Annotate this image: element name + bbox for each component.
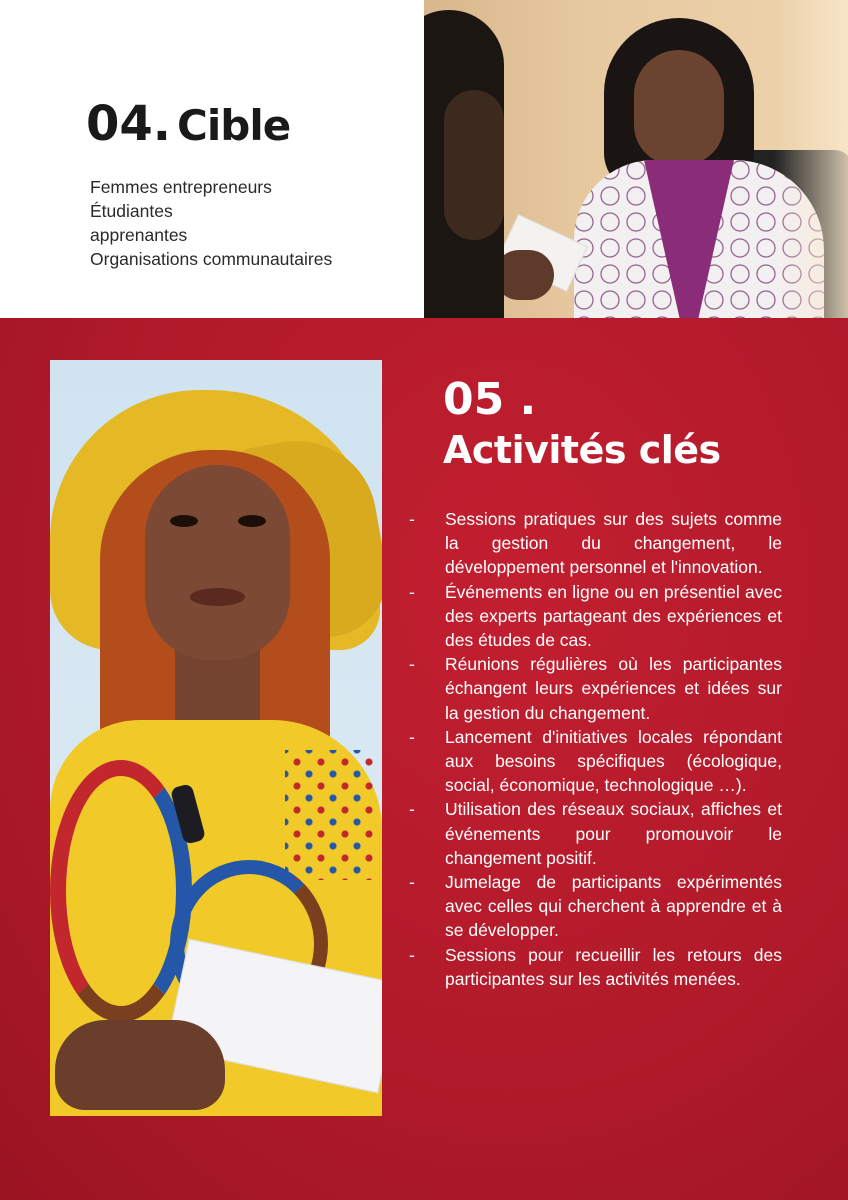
- activite-item: [404, 580, 782, 653]
- activite-text: Jumelage de participants expérimentés avec celles qui cherchent à apprendre et à se développer.: [445, 872, 782, 941]
- face-shape: [145, 465, 290, 660]
- activite-item: [404, 870, 782, 943]
- activite-item: [404, 797, 782, 870]
- dress-dots: [285, 750, 375, 880]
- activites-section: [0, 318, 848, 1200]
- bullet-dash: -: [409, 872, 415, 893]
- activite-text: Utilisation des réseaux sociaux, affiches et événements pour promouvoir le changement positif.: [445, 799, 782, 868]
- wall-light: [774, 0, 848, 318]
- bullet-dash: -: [409, 581, 415, 602]
- activite-item: [404, 652, 782, 725]
- bullet-dash: -: [409, 944, 415, 965]
- cible-item: Étudiantes: [90, 201, 173, 221]
- activite-text: Sessions pratiques sur des sujets comme la gestion du changement, le développement personnel et l'innovation.: [445, 509, 782, 578]
- activite-text: Événements en ligne ou en présentiel avec des experts partageant des expériences et des études de cas.: [445, 581, 782, 651]
- cible-title: Cible: [177, 101, 291, 150]
- eye-shape: [238, 515, 266, 527]
- bullet-dash: -: [409, 654, 415, 675]
- hand-shape: [55, 1020, 225, 1110]
- eye-shape: [170, 515, 198, 527]
- activite-text: Lancement d'initiatives locales répondant aux besoins spécifiques (écologique, social, économique, technologique …).: [445, 726, 782, 796]
- cible-item: Organisations communautaires: [90, 249, 333, 269]
- activites-number: 05 .: [443, 374, 537, 425]
- cible-heading: [86, 96, 291, 152]
- activite-text: Sessions pour recueillir les retours des participantes sur les activités menées.: [445, 944, 782, 989]
- cible-item: Femmes entrepreneurs: [90, 177, 272, 197]
- activite-item: [404, 725, 782, 798]
- activites-list: [404, 507, 782, 991]
- lips-shape: [190, 588, 245, 606]
- foreground-person-face: [444, 90, 504, 240]
- face-shape: [634, 50, 724, 165]
- cible-number: 04.: [86, 96, 172, 152]
- cible-list: [90, 175, 332, 271]
- activite-item: [404, 943, 782, 991]
- cible-section: [0, 0, 848, 318]
- presenter-photo: [50, 360, 382, 1116]
- bullet-dash: -: [409, 799, 415, 820]
- activite-item: [404, 507, 782, 580]
- cible-item: apprenantes: [90, 225, 188, 245]
- bullet-dash: -: [409, 726, 415, 747]
- activite-text: Réunions régulières où les participantes échangent leurs expériences et idées sur la gestion du changement.: [445, 654, 782, 723]
- activites-title: Activités clés: [443, 428, 721, 472]
- bullet-dash: -: [409, 509, 415, 529]
- speaker-photo: [424, 0, 848, 318]
- dress-pattern: [50, 760, 192, 1022]
